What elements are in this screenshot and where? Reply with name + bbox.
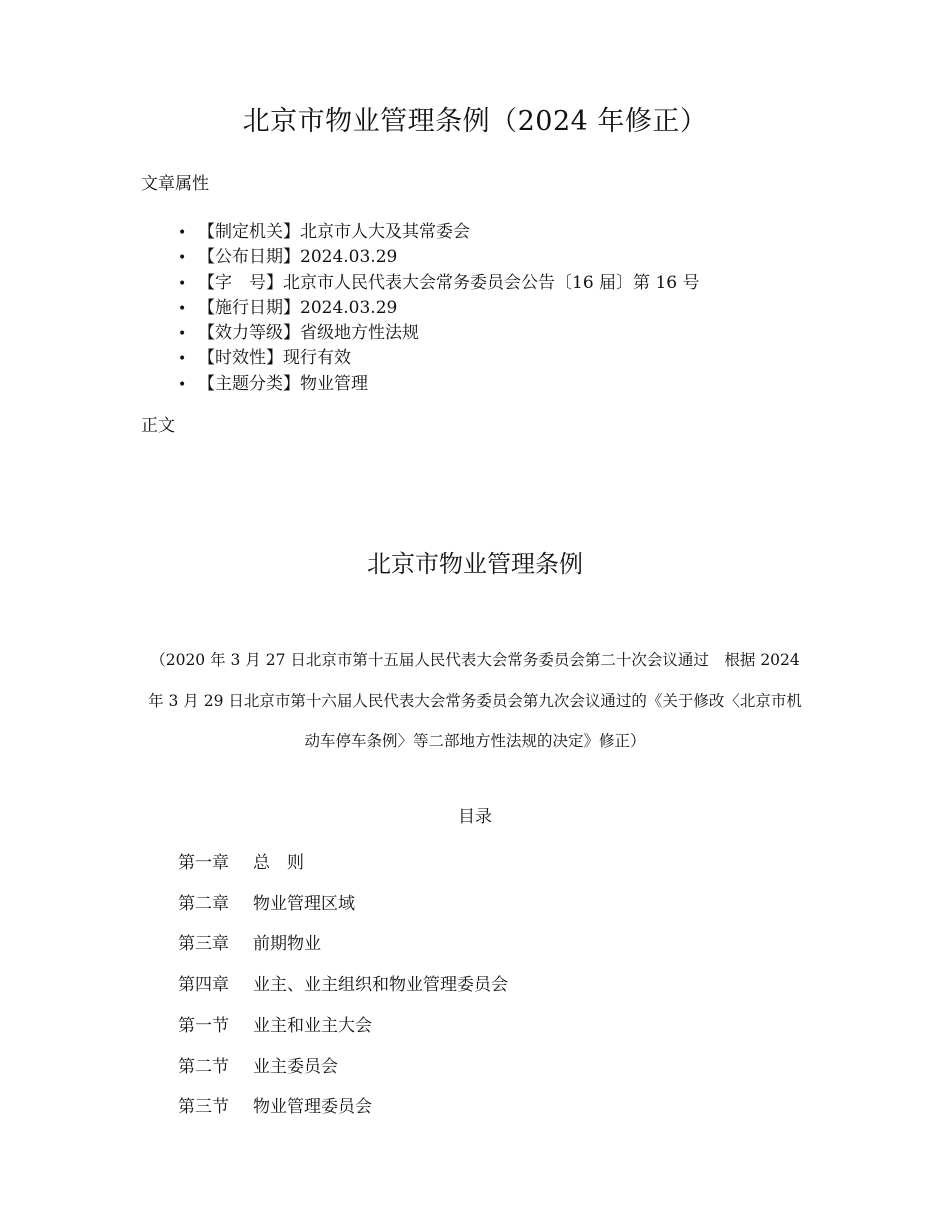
attribute-item [178, 372, 699, 397]
attribute-item [178, 271, 699, 296]
toc-item-title: 业主、业主组织和物业管理委员会 [253, 975, 508, 996]
toc-item-title: 总 则 [253, 853, 304, 873]
attribute-item [178, 296, 699, 321]
attribute-text: 【制定机关】北京市人大及其常委会 [198, 222, 470, 242]
bullet-icon: • [178, 275, 187, 292]
toc-item-title: 业主委员会 [253, 1056, 338, 1077]
attribute-item [178, 245, 699, 270]
attribute-text: 【字 号】北京市人民代表大会常务委员会公告〔16 届〕第 16 号 [198, 272, 700, 293]
toc-item-number: 第三章 [178, 934, 229, 955]
toc-item-title: 前期物业 [253, 934, 321, 955]
toc-item [178, 965, 508, 1006]
attribute-text: 【主题分类】物业管理 [198, 373, 368, 394]
attributes-heading: 文章属性 [141, 174, 209, 194]
bullet-icon: • [178, 225, 187, 241]
attribute-text: 【时效性】现行有效 [198, 348, 351, 369]
toc-title: 目录 [458, 807, 492, 827]
bullet-icon: • [178, 351, 187, 368]
toc-item [178, 884, 508, 925]
table-of-contents [178, 843, 508, 1128]
bullet-icon: • [178, 300, 187, 317]
law-title: 北京市物业管理条例 [367, 550, 583, 578]
toc-item [178, 843, 508, 884]
attribute-item [178, 220, 699, 245]
toc-item-title: 物业管理委员会 [253, 1097, 372, 1118]
toc-item [178, 1087, 508, 1128]
toc-item [178, 1006, 508, 1047]
attribute-text: 【效力等级】省级地方性法规 [198, 323, 419, 344]
toc-item-number: 第一节 [178, 1015, 229, 1036]
toc-item [178, 1047, 508, 1088]
attribute-item [178, 346, 699, 371]
body-heading: 正文 [141, 416, 175, 436]
toc-item-number: 第二章 [178, 893, 229, 914]
bullet-icon: • [178, 326, 187, 343]
toc-item-number: 第二节 [178, 1056, 229, 1077]
attribute-text: 【施行日期】2024.03.29 [198, 297, 398, 318]
bullet-icon: • [178, 250, 187, 267]
toc-item-number: 第四章 [178, 975, 229, 996]
toc-item-title: 业主和业主大会 [253, 1015, 372, 1036]
document-title: 北京市物业管理条例（2024 年修正） [242, 106, 708, 137]
toc-item-title: 物业管理区域 [253, 893, 355, 914]
attribute-text: 【公布日期】2024.03.29 [198, 247, 398, 268]
toc-item-number: 第一章 [178, 853, 229, 873]
bullet-icon: • [178, 376, 187, 393]
attribute-item [178, 321, 699, 346]
toc-item-number: 第三节 [178, 1097, 229, 1118]
attributes-list [178, 220, 699, 397]
law-preamble: （2020 年 3 月 27 日北京市第十五届人民代表大会常务委员会第二十次会议通过 根据 2024 年 3 月 29 日北京市第十六届人民代表大会常务委员会第九次会议通过的《关于修改〈北京市机动车停车条例〉等二部地方性法规的决定》修正） [148, 651, 802, 750]
toc-item [178, 924, 508, 965]
